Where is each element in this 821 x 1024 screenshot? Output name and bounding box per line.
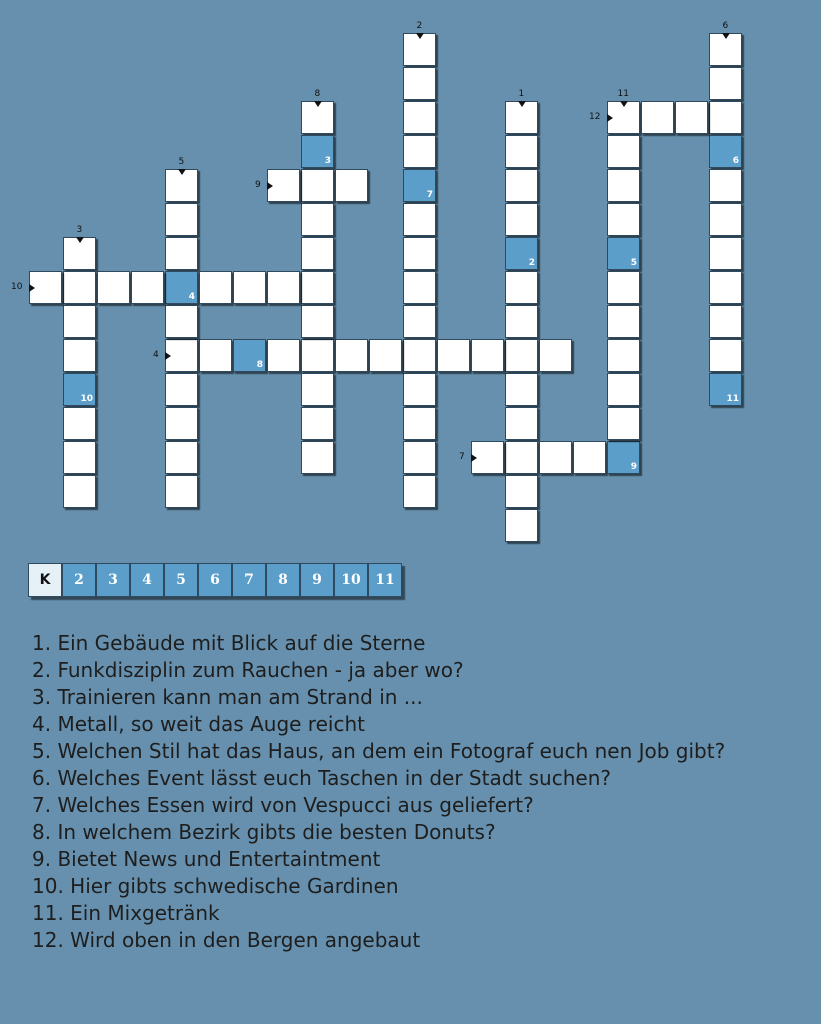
grid-cell[interactable] [403, 475, 436, 508]
grid-cell[interactable] [335, 169, 368, 202]
grid-cell[interactable] [63, 305, 96, 338]
grid-cell[interactable] [165, 407, 198, 440]
grid-cell[interactable] [505, 169, 538, 202]
solution-row [28, 563, 402, 597]
grid-cell[interactable] [403, 339, 436, 372]
grid-cell[interactable] [403, 305, 436, 338]
clue-number: 9 [255, 179, 261, 190]
grid-cell[interactable] [505, 135, 538, 168]
grid-cell[interactable] [301, 237, 334, 270]
grid-cell[interactable] [301, 203, 334, 236]
grid-cell[interactable] [505, 441, 538, 474]
clue-number: 7 [459, 451, 465, 462]
grid-cell[interactable] [607, 373, 640, 406]
grid-cell[interactable] [267, 339, 300, 372]
grid-cell[interactable] [437, 339, 470, 372]
solution-index: 4 [188, 292, 195, 302]
grid-cell[interactable] [301, 135, 334, 168]
solution-box[interactable]: 9 [300, 563, 334, 597]
grid-cell[interactable] [709, 169, 742, 202]
solution-index: 5 [630, 258, 637, 268]
grid-cell[interactable] [471, 339, 504, 372]
solution-box[interactable]: 6 [198, 563, 232, 597]
grid-cell[interactable] [267, 271, 300, 304]
grid-cell[interactable] [505, 407, 538, 440]
grid-cell[interactable] [369, 339, 402, 372]
grid-cell[interactable] [301, 169, 334, 202]
grid-cell[interactable] [675, 101, 708, 134]
grid-cell[interactable] [403, 67, 436, 100]
grid-cell[interactable] [539, 441, 572, 474]
grid-cell[interactable] [165, 373, 198, 406]
clue-item: 7. Welches Essen wird von Vespucci aus geliefert? [32, 793, 534, 817]
solution-box[interactable]: 10 [334, 563, 368, 597]
grid-cell[interactable] [709, 339, 742, 372]
grid-cell[interactable] [505, 509, 538, 542]
arrow-down-icon [314, 101, 322, 107]
clue-list [32, 630, 792, 954]
grid-cell[interactable] [403, 203, 436, 236]
clue-number: 12 [589, 111, 601, 122]
grid-cell[interactable] [709, 101, 742, 134]
clue-number: 10 [11, 281, 23, 292]
solution-box[interactable]: 8 [266, 563, 300, 597]
grid-cell[interactable] [607, 203, 640, 236]
grid-cell[interactable] [165, 305, 198, 338]
grid-cell[interactable] [505, 339, 538, 372]
arrow-down-icon [722, 33, 730, 39]
grid-cell[interactable] [607, 339, 640, 372]
solution-box[interactable]: 4 [130, 563, 164, 597]
clue-item: 8. In welchem Bezirk gibts die besten Donuts? [32, 820, 496, 844]
grid-cell[interactable] [165, 203, 198, 236]
grid-cell[interactable] [641, 101, 674, 134]
clue-number: 1 [518, 89, 525, 99]
clue-number: 3 [76, 225, 83, 235]
grid-cell[interactable] [233, 271, 266, 304]
grid-cell[interactable] [403, 135, 436, 168]
clue-number: 4 [153, 349, 159, 360]
clue-item: 10. Hier gibts schwedische Gardinen [32, 874, 399, 898]
solution-index: 3 [324, 156, 331, 166]
solution-box[interactable]: 7 [232, 563, 266, 597]
arrow-right-icon [471, 454, 477, 462]
grid-cell[interactable] [63, 339, 96, 372]
grid-cell[interactable] [301, 441, 334, 474]
clue-item: 9. Bietet News und Entertaintment [32, 847, 381, 871]
grid-cell[interactable] [199, 339, 232, 372]
clue-number: 6 [722, 21, 729, 31]
grid-cell[interactable] [573, 441, 606, 474]
grid-cell[interactable] [403, 407, 436, 440]
grid-cell[interactable] [505, 305, 538, 338]
grid-cell[interactable] [505, 203, 538, 236]
grid-cell[interactable] [301, 407, 334, 440]
solution-index: 8 [256, 360, 263, 370]
grid-cell[interactable] [165, 237, 198, 270]
grid-cell[interactable] [709, 135, 742, 168]
grid-cell[interactable] [63, 441, 96, 474]
grid-cell[interactable] [233, 339, 266, 372]
grid-cell[interactable] [709, 203, 742, 236]
grid-cell[interactable] [607, 407, 640, 440]
clue-number: 8 [314, 89, 321, 99]
grid-cell[interactable] [709, 271, 742, 304]
solution-box[interactable]: K [28, 563, 62, 597]
grid-cell[interactable] [63, 407, 96, 440]
arrow-down-icon [76, 237, 84, 243]
grid-cell[interactable] [709, 67, 742, 100]
arrow-right-icon [607, 114, 613, 122]
grid-cell[interactable] [709, 237, 742, 270]
grid-cell[interactable] [505, 271, 538, 304]
clue-item: 5. Welchen Stil hat das Haus, an dem ein Fotograf euch nen Job gibt? [32, 739, 726, 763]
solution-box[interactable]: 3 [96, 563, 130, 597]
grid-cell[interactable] [403, 101, 436, 134]
solution-index: 9 [630, 462, 637, 472]
clue-item: 1. Ein Gebäude mit Blick auf die Sterne [32, 631, 426, 655]
arrow-down-icon [416, 33, 424, 39]
grid-cell[interactable] [539, 339, 572, 372]
grid-cell[interactable] [63, 475, 96, 508]
grid-cell[interactable] [607, 305, 640, 338]
grid-cell[interactable] [607, 271, 640, 304]
grid-cell[interactable] [505, 373, 538, 406]
grid-cell[interactable] [97, 271, 130, 304]
clue-item: 6. Welches Event lässt euch Taschen in der Stadt suchen? [32, 766, 611, 790]
arrow-down-icon [518, 101, 526, 107]
grid-cell[interactable] [301, 271, 334, 304]
grid-cell[interactable] [335, 339, 368, 372]
grid-cell[interactable] [403, 271, 436, 304]
grid-cell[interactable] [199, 271, 232, 304]
arrow-right-icon [267, 182, 273, 190]
solution-index: 10 [80, 394, 93, 404]
clue-number: 2 [416, 21, 423, 31]
grid-cell[interactable] [709, 373, 742, 406]
solution-box[interactable]: 2 [62, 563, 96, 597]
grid-cell[interactable] [301, 339, 334, 372]
grid-cell[interactable] [165, 475, 198, 508]
grid-cell[interactable] [63, 271, 96, 304]
grid-cell[interactable] [607, 237, 640, 270]
grid-cell[interactable] [301, 373, 334, 406]
grid-cell[interactable] [607, 441, 640, 474]
grid-cell[interactable] [165, 441, 198, 474]
grid-cell[interactable] [403, 169, 436, 202]
arrow-down-icon [178, 169, 186, 175]
clue-item: 11. Ein Mixgetränk [32, 901, 220, 925]
grid-cell[interactable] [403, 373, 436, 406]
grid-cell[interactable] [505, 237, 538, 270]
solution-box[interactable]: 11 [368, 563, 402, 597]
grid-cell[interactable] [63, 373, 96, 406]
solution-index: 2 [528, 258, 535, 268]
solution-index: 7 [426, 190, 433, 200]
clue-item: 2. Funkdisziplin zum Rauchen - ja aber wo? [32, 658, 464, 682]
grid-cell[interactable] [607, 169, 640, 202]
grid-cell[interactable] [505, 475, 538, 508]
arrow-right-icon [29, 284, 35, 292]
grid-cell[interactable] [131, 271, 164, 304]
arrow-right-icon [165, 352, 171, 360]
solution-index: 6 [732, 156, 739, 166]
grid-cell[interactable] [709, 305, 742, 338]
grid-cell[interactable] [165, 271, 198, 304]
clue-number: 11 [617, 89, 629, 99]
arrow-down-icon [620, 101, 628, 107]
clue-item: 3. Trainieren kann man am Strand in ... [32, 685, 423, 709]
clue-item: 4. Metall, so weit das Auge reicht [32, 712, 365, 736]
solution-box[interactable]: 5 [164, 563, 198, 597]
grid-cell[interactable] [301, 305, 334, 338]
grid-cell[interactable] [403, 237, 436, 270]
clue-item: 12. Wird oben in den Bergen angebaut [32, 928, 421, 952]
solution-index: 11 [726, 394, 739, 404]
grid-cell[interactable] [607, 135, 640, 168]
grid-cell[interactable] [403, 441, 436, 474]
clue-number: 5 [178, 157, 185, 167]
